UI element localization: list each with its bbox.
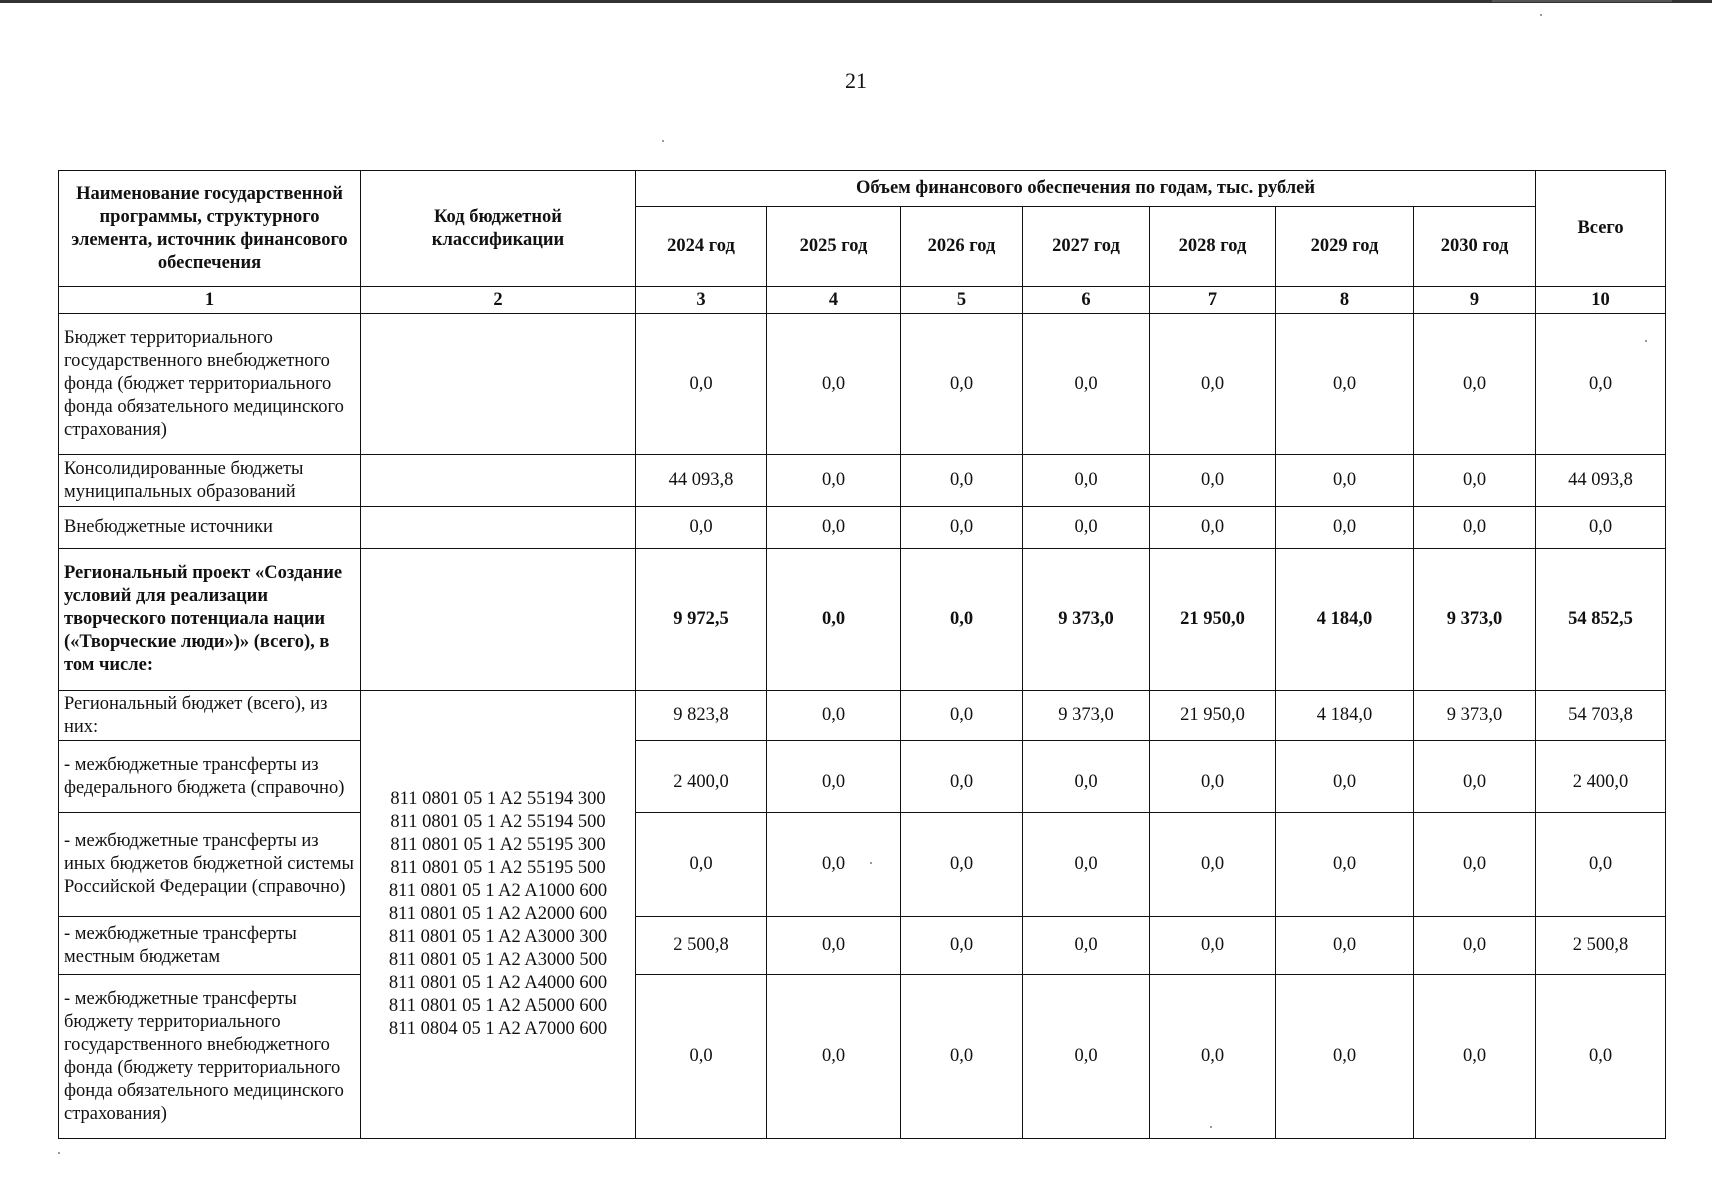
header-name: Наименование государственной программы, структурного элемента, источник финансового обеспечения — [59, 171, 361, 287]
row-value: 0,0 — [1023, 507, 1150, 549]
row-value: 2 400,0 — [636, 741, 767, 813]
row-value: 0,0 — [636, 975, 767, 1139]
budget-codes-cell — [361, 691, 636, 1139]
row-value: 0,0 — [767, 455, 901, 507]
page-number: 21 — [845, 68, 867, 93]
table-row — [59, 917, 1666, 975]
table-row — [59, 549, 1666, 691]
row-value: 0,0 — [1536, 975, 1666, 1139]
budget-code: 811 0801 05 1 A2 55194 500 — [390, 812, 606, 832]
row-value: 0,0 — [901, 917, 1023, 975]
row-name: Региональный бюджет (всего), из них: — [59, 691, 361, 741]
row-value: 0,0 — [1150, 741, 1276, 813]
scan-edge-top — [0, 0, 1712, 3]
table-row — [59, 741, 1666, 813]
row-value: 0,0 — [1276, 741, 1414, 813]
table-row — [59, 813, 1666, 917]
column-index: 6 — [1023, 287, 1150, 314]
scan-speck — [870, 862, 872, 864]
scan-speck — [58, 1152, 60, 1154]
row-value: 2 500,8 — [636, 917, 767, 975]
budget-code: 811 0801 05 1 A2 A4000 600 — [388, 973, 608, 993]
row-value: 0,0 — [1276, 917, 1414, 975]
row-name: Региональный проект «Создание условий для реализации творческого потенциала нации («Творческие люди»)» (всего), в том числе: — [59, 549, 361, 691]
row-code — [361, 455, 636, 507]
header-year: 2027 год — [1023, 207, 1150, 287]
row-value: 0,0 — [1023, 917, 1150, 975]
row-value: 4 184,0 — [1276, 549, 1414, 691]
budget-code: 811 0801 05 1 A2 55195 300 — [390, 835, 606, 855]
table-row — [59, 975, 1666, 1139]
row-value: 54 852,5 — [1536, 549, 1666, 691]
row-value: 0,0 — [767, 549, 901, 691]
row-value: 0,0 — [767, 813, 901, 917]
table-row — [59, 691, 1666, 741]
row-value: 0,0 — [767, 741, 901, 813]
row-name: - межбюджетные трансферты из федерального бюджета (справочно) — [59, 741, 361, 813]
row-value: 0,0 — [1150, 917, 1276, 975]
budget-code: 811 0804 05 1 A2 A7000 600 — [388, 1019, 608, 1039]
row-value: 0,0 — [1414, 917, 1536, 975]
row-code — [361, 507, 636, 549]
header-year: 2026 год — [901, 207, 1023, 287]
row-value: 0,0 — [901, 741, 1023, 813]
column-index: 1 — [59, 287, 361, 314]
row-value: 0,0 — [1414, 975, 1536, 1139]
column-index: 4 — [767, 287, 901, 314]
header-year: 2029 год — [1276, 207, 1414, 287]
table-row — [59, 507, 1666, 549]
row-value: 0,0 — [901, 549, 1023, 691]
budget-code: 811 0801 05 1 A2 55194 300 — [390, 789, 606, 809]
row-value: 0,0 — [1276, 813, 1414, 917]
row-value: 0,0 — [1150, 975, 1276, 1139]
row-value: 0,0 — [767, 975, 901, 1139]
scan-speck — [1540, 14, 1542, 16]
row-value: 0,0 — [1276, 975, 1414, 1139]
row-value: 0,0 — [1023, 314, 1150, 455]
row-name: Внебюджетные источники — [59, 507, 361, 549]
row-value: 4 184,0 — [1276, 691, 1414, 741]
row-name: - межбюджетные трансферты из иных бюджетов бюджетной системы Российской Федерации (справочно) — [59, 813, 361, 917]
budget-code: 811 0801 05 1 A2 A3000 500 — [388, 950, 608, 970]
row-value: 0,0 — [1023, 741, 1150, 813]
table-row — [59, 455, 1666, 507]
row-value: 0,0 — [1414, 507, 1536, 549]
row-value: 0,0 — [901, 975, 1023, 1139]
row-value: 9 972,5 — [636, 549, 767, 691]
row-value: 0,0 — [1414, 455, 1536, 507]
row-name: - межбюджетные трансферты местным бюджетам — [59, 917, 361, 975]
budget-code: 811 0801 05 1 A2 A1000 600 — [388, 881, 608, 901]
row-value: 0,0 — [1150, 813, 1276, 917]
row-value: 0,0 — [767, 507, 901, 549]
row-value: 0,0 — [1276, 455, 1414, 507]
financing-table — [58, 170, 1666, 1139]
scan-speck — [662, 140, 664, 142]
row-name: Консолидированные бюджеты муниципальных образований — [59, 455, 361, 507]
row-value: 0,0 — [1023, 813, 1150, 917]
row-value: 0,0 — [767, 917, 901, 975]
row-value: 0,0 — [636, 507, 767, 549]
row-value: 0,0 — [1150, 314, 1276, 455]
row-value: 0,0 — [1414, 741, 1536, 813]
column-index: 2 — [361, 287, 636, 314]
row-value: 9 373,0 — [1414, 549, 1536, 691]
budget-code: 811 0801 05 1 A2 55195 500 — [390, 858, 606, 878]
row-value: 0,0 — [1414, 813, 1536, 917]
row-value: 0,0 — [1150, 455, 1276, 507]
row-value: 21 950,0 — [1150, 691, 1276, 741]
budget-code: 811 0801 05 1 A2 A3000 300 — [388, 927, 608, 947]
row-value: 9 373,0 — [1414, 691, 1536, 741]
row-value: 0,0 — [901, 507, 1023, 549]
header-year: 2028 год — [1150, 207, 1276, 287]
row-value: 0,0 — [901, 813, 1023, 917]
column-index: 5 — [901, 287, 1023, 314]
row-value: 0,0 — [1536, 813, 1666, 917]
row-value: 0,0 — [767, 314, 901, 455]
row-value: 0,0 — [1536, 314, 1666, 455]
row-value: 0,0 — [1023, 455, 1150, 507]
row-value: 0,0 — [901, 314, 1023, 455]
column-index: 8 — [1276, 287, 1414, 314]
row-code — [361, 549, 636, 691]
row-value: 0,0 — [636, 813, 767, 917]
row-code — [361, 314, 636, 455]
row-value: 0,0 — [901, 455, 1023, 507]
scan-edge-right — [1492, 0, 1672, 2]
row-value: 0,0 — [1414, 314, 1536, 455]
row-value: 9 373,0 — [1023, 691, 1150, 741]
row-value: 0,0 — [1150, 507, 1276, 549]
header-year: 2030 год — [1414, 207, 1536, 287]
row-name: - межбюджетные трансферты бюджету территориального государственного внебюджетного фонда (бюджету территориального фонда обязательного медицинского страхования) — [59, 975, 361, 1139]
row-value: 44 093,8 — [636, 455, 767, 507]
row-name: Бюджет территориального государственного внебюджетного фонда (бюджет территориального фонда обязательного медицинского страхования) — [59, 314, 361, 455]
header-volume-group: Объем финансового обеспечения по годам, тыс. рублей — [636, 171, 1536, 207]
header-year: 2025 год — [767, 207, 901, 287]
column-index-row — [59, 287, 1666, 314]
budget-code: 811 0801 05 1 A2 A5000 600 — [388, 996, 608, 1016]
row-value: 0,0 — [636, 314, 767, 455]
row-value: 2 500,8 — [1536, 917, 1666, 975]
row-value: 0,0 — [1276, 507, 1414, 549]
column-index: 7 — [1150, 287, 1276, 314]
budget-code: 811 0801 05 1 A2 A2000 600 — [388, 904, 608, 924]
row-value: 54 703,8 — [1536, 691, 1666, 741]
header-year: 2024 год — [636, 207, 767, 287]
header-row-1 — [59, 171, 1666, 207]
column-index: 10 — [1536, 287, 1666, 314]
row-value: 44 093,8 — [1536, 455, 1666, 507]
column-index: 9 — [1414, 287, 1536, 314]
row-value: 0,0 — [767, 691, 901, 741]
header-total: Всего — [1536, 171, 1666, 287]
row-value: 0,0 — [1023, 975, 1150, 1139]
column-index: 3 — [636, 287, 767, 314]
row-value: 0,0 — [1276, 314, 1414, 455]
row-value: 21 950,0 — [1150, 549, 1276, 691]
table-row — [59, 314, 1666, 455]
row-value: 9 823,8 — [636, 691, 767, 741]
row-value: 0,0 — [1536, 507, 1666, 549]
header-code: Код бюджетной классификации — [361, 171, 636, 287]
scan-speck — [1645, 340, 1647, 342]
row-value: 2 400,0 — [1536, 741, 1666, 813]
row-value: 0,0 — [901, 691, 1023, 741]
row-value: 9 373,0 — [1023, 549, 1150, 691]
scan-speck — [1210, 1126, 1212, 1128]
